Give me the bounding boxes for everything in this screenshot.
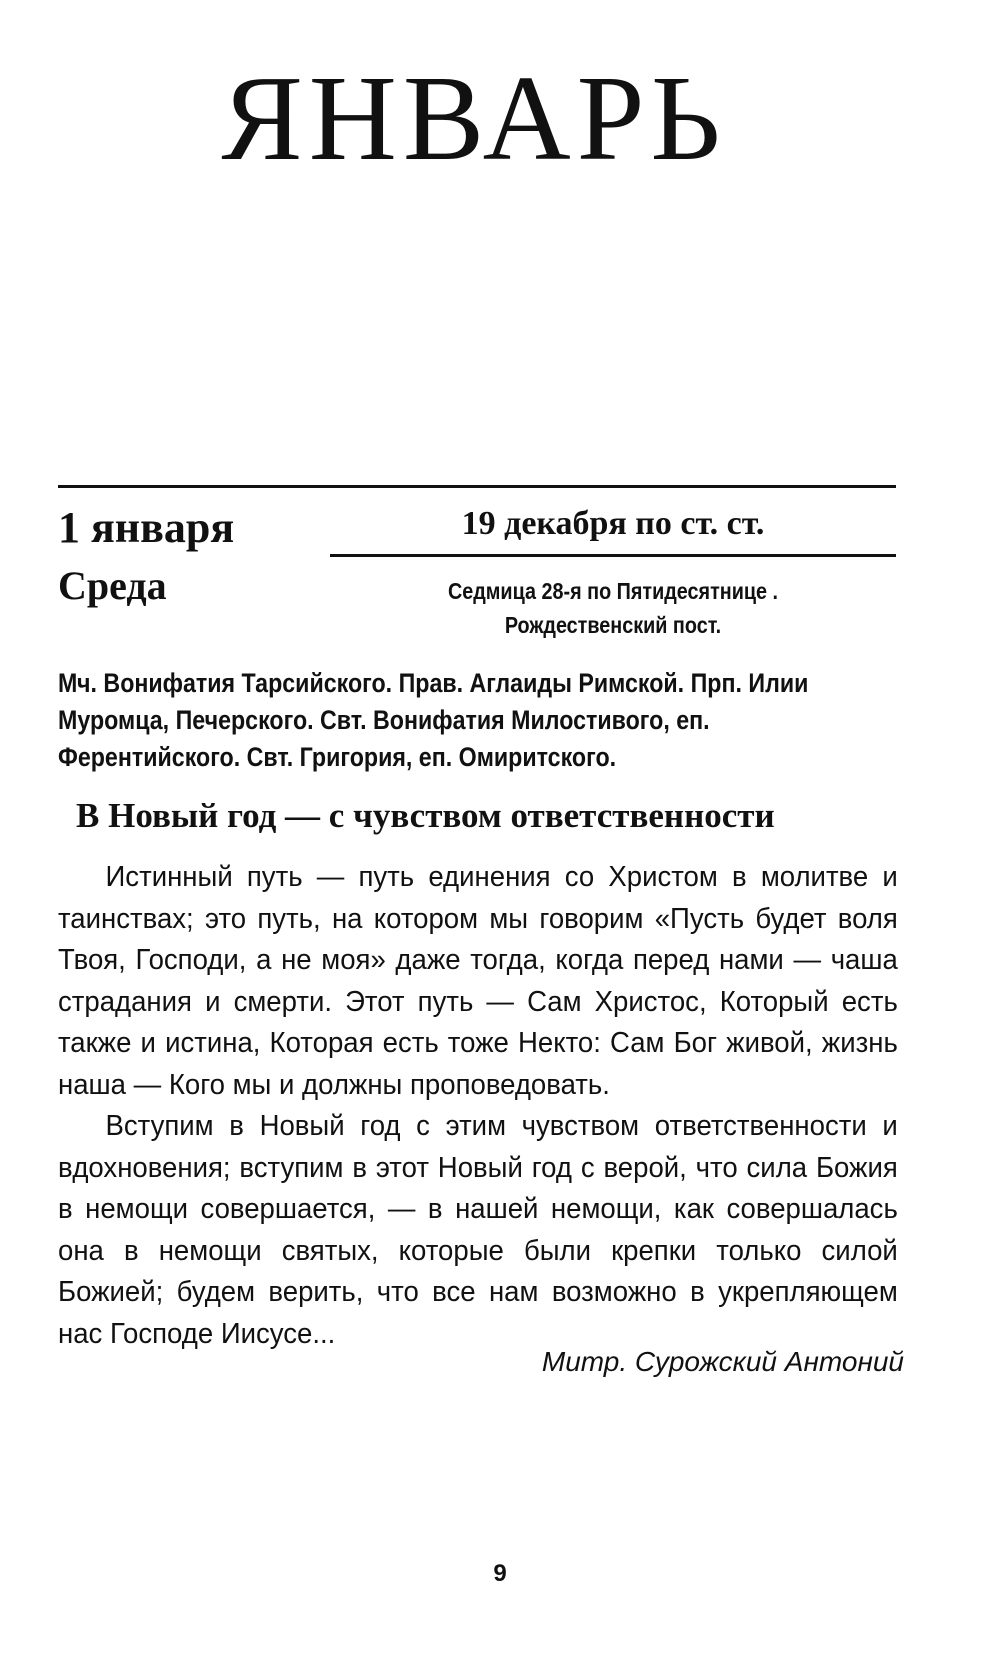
weekday-label: Среда xyxy=(58,563,167,608)
article-paragraph: Истинный путь — путь единения со Христом в молитве и таинствах; это путь, на котором мы говорим «Пусть будет воля Твоя, Господи, а не моя» даже тогда, когда перед нами — чаша страдания и смерти. Этот путь — Сам Христос, Который есть также и истина, Которая есть тоже Некто: Сам Бог живой, жизнь наша — Кого мы и должны проповедовать. xyxy=(58,861,898,1101)
month-title: ЯНВАРЬ xyxy=(221,51,727,186)
article-body xyxy=(58,857,898,1355)
top-divider xyxy=(58,485,896,488)
article-author: Митр. Сурожский Антоний xyxy=(541,1346,904,1377)
saints-commemoration: Мч. Вонифатия Тарсийского. Прав. Аглаиды Римской. Прп. Илии Муромца, Печерского. Свт. Вонифатия Милостивого, еп. Ферентийского. Свт. Григория, еп. Омиритского. xyxy=(58,668,809,772)
article-title: В Новый год — с чувством ответственности xyxy=(76,796,775,835)
article-paragraph: Вступим в Новый год с этим чувством ответственности и вдохновения; вступим в этот Новый год с верой, что сила Божия в немощи совершается, — в нашей немощи, как совершалась она в немощи святых, которые были крепки только силой Божией; будем верить, что все нам возможно в укрепляющем нас Господе Иисусе... xyxy=(58,1110,898,1350)
week-info: Седмица 28-я по Пятидесятнице . Рождественский пост. xyxy=(447,578,779,638)
date-divider xyxy=(330,554,896,557)
page-number: 9 xyxy=(493,1560,507,1587)
old-style-date: 19 декабря по ст. ст. xyxy=(461,505,765,542)
date-heading: 1 января xyxy=(58,503,235,552)
